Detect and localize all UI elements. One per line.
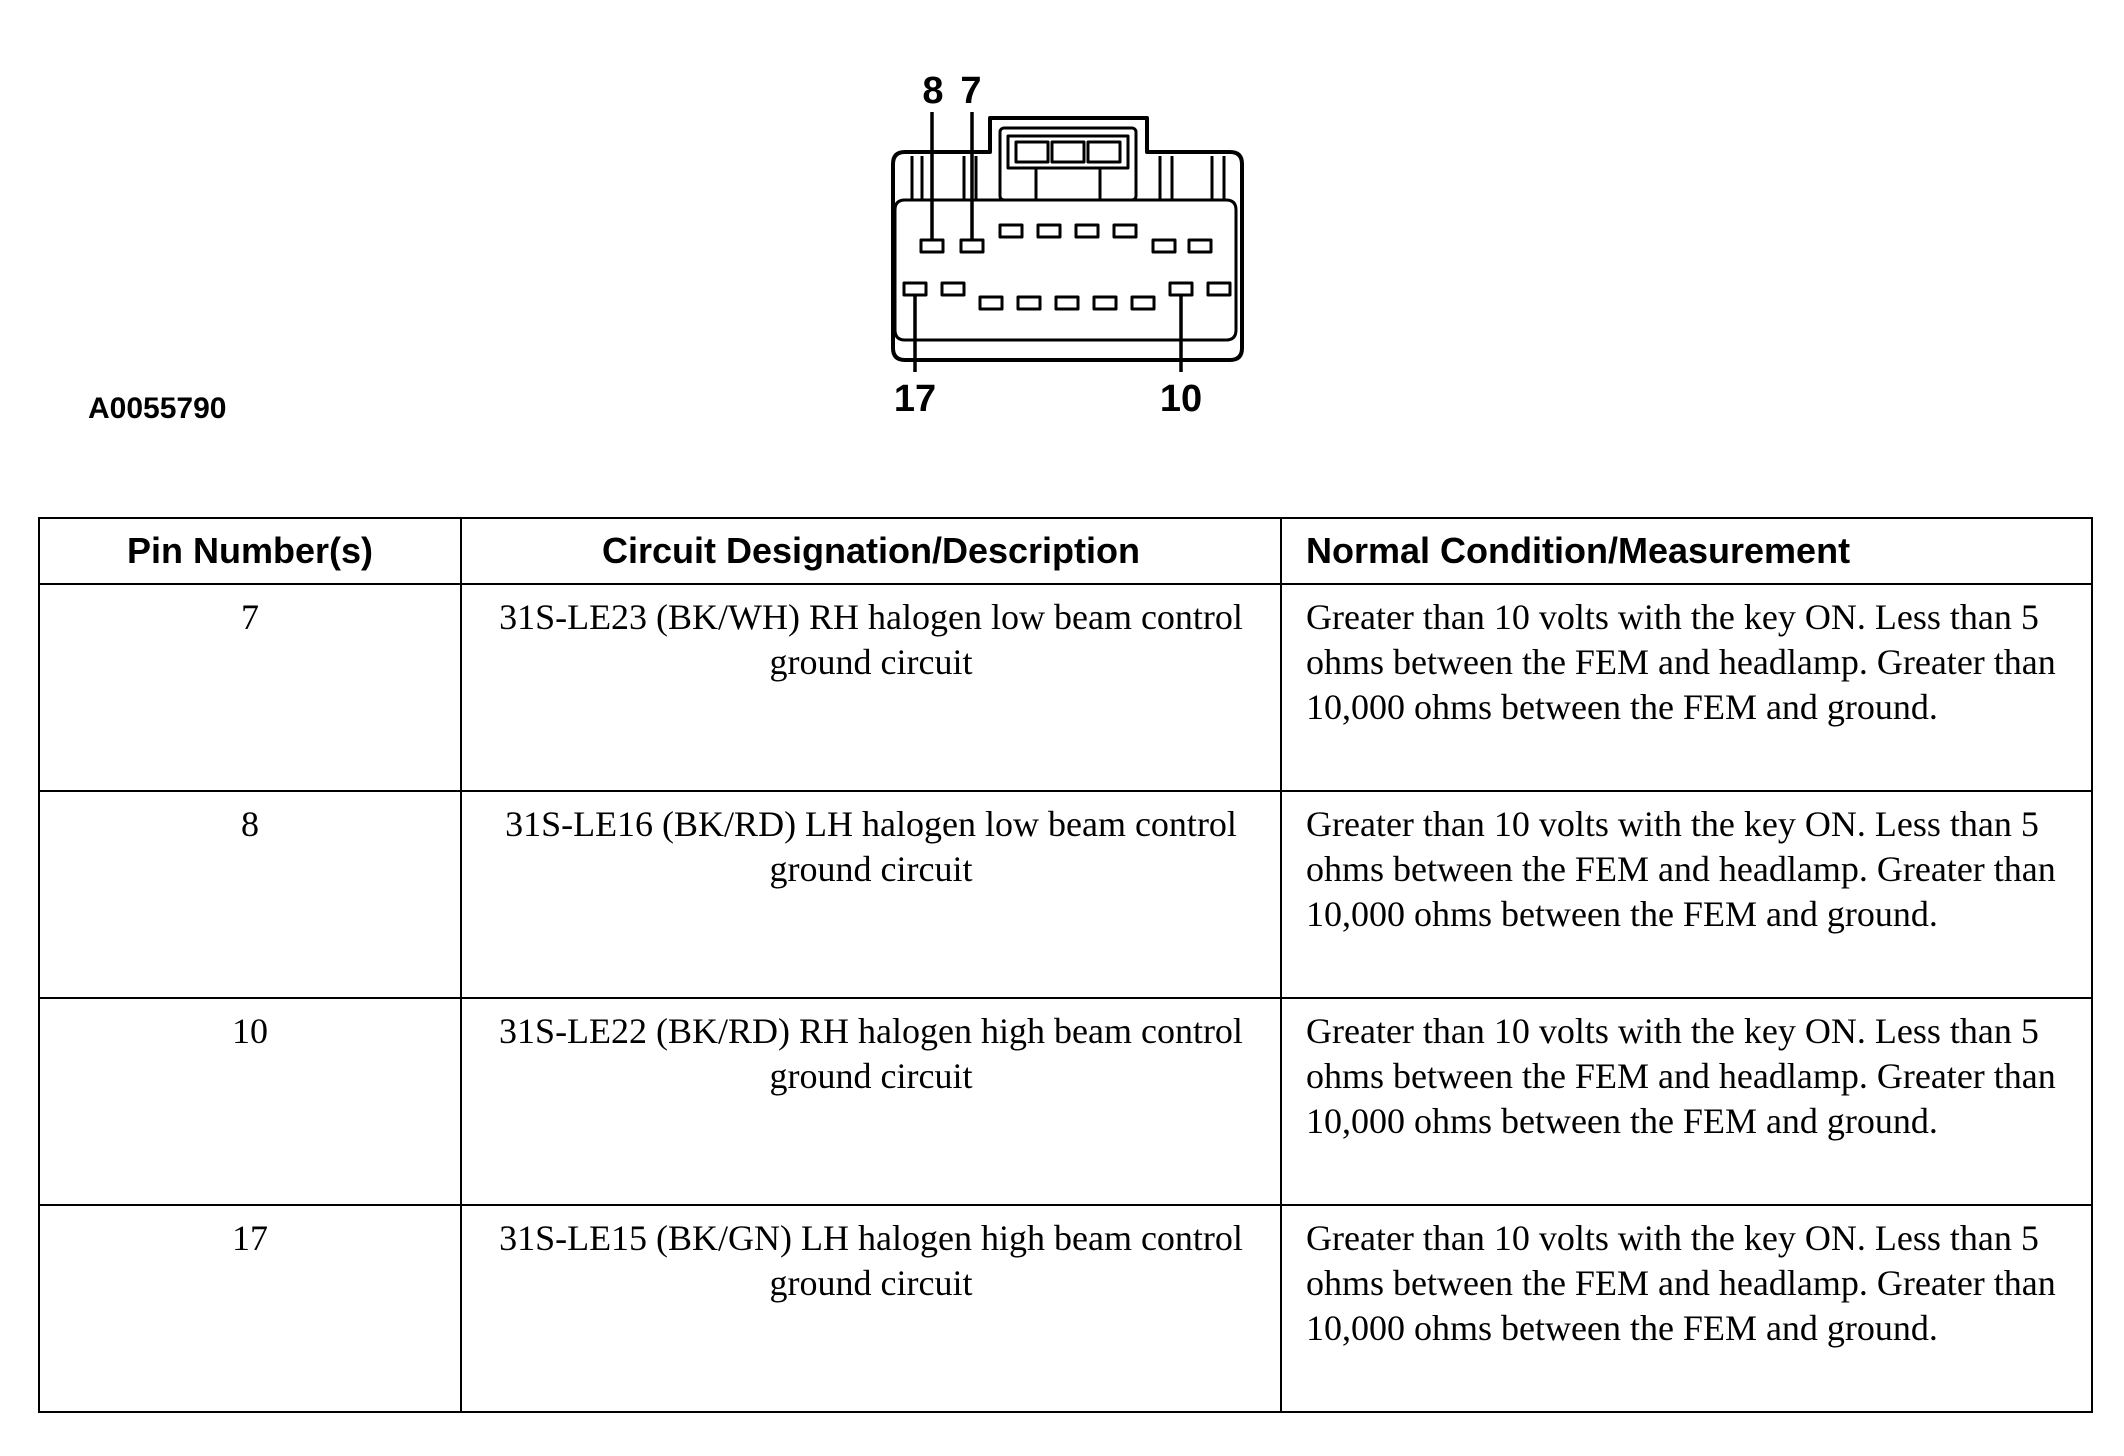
measurement-cell: Greater than 10 volts with the key ON. Less than 5 ohms between the FEM and headlamp. Greater than 10,000 ohms between the FEM and ground.	[1281, 584, 2092, 791]
measurement-cell: Greater than 10 volts with the key ON. Less than 5 ohms between the FEM and headlamp. Greater than 10,000 ohms between the FEM and ground.	[1281, 791, 2092, 998]
pin-number-cell: 17	[39, 1205, 461, 1412]
table-row	[39, 584, 2092, 791]
header-pin-numbers: Pin Number(s)	[39, 518, 461, 584]
circuit-cell: 31S-LE23 (BK/WH) RH halogen low beam control ground circuit	[461, 584, 1281, 791]
callout-pin-8: 8	[922, 70, 944, 112]
callout-pin-17: 17	[893, 378, 937, 420]
table-row	[39, 998, 2092, 1205]
callout-pin-7: 7	[960, 70, 982, 112]
circuit-cell: 31S-LE15 (BK/GN) LH halogen high beam control ground circuit	[461, 1205, 1281, 1412]
pin-table	[38, 517, 2093, 1413]
connector-diagram	[0, 0, 2124, 500]
pin-cavity-10	[1170, 283, 1192, 295]
circuit-cell: 31S-LE22 (BK/RD) RH halogen high beam control ground circuit	[461, 998, 1281, 1205]
pin-number-cell: 7	[39, 584, 461, 791]
measurement-cell: Greater than 10 volts with the key ON. Less than 5 ohms between the FEM and headlamp. Greater than 10,000 ohms between the FEM and ground.	[1281, 1205, 2092, 1412]
header-measurement: Normal Condition/Measurement	[1281, 518, 2092, 584]
connector-face-outline	[895, 200, 1236, 340]
table-header-row	[39, 518, 2092, 584]
pin-cavity-8	[921, 240, 943, 252]
pin-number-cell: 8	[39, 791, 461, 998]
callout-pin-10: 10	[1159, 378, 1203, 420]
latch-outer	[1000, 128, 1136, 200]
pin-cavity-17	[904, 283, 926, 295]
connector-face-drawing	[0, 0, 2124, 500]
measurement-cell: Greater than 10 volts with the key ON. Less than 5 ohms between the FEM and headlamp. Greater than 10,000 ohms between the FEM and ground.	[1281, 998, 2092, 1205]
header-circuit: Circuit Designation/Description	[461, 518, 1281, 584]
table-row	[39, 791, 2092, 998]
circuit-cell: 31S-LE16 (BK/RD) LH halogen low beam control ground circuit	[461, 791, 1281, 998]
table-row	[39, 1205, 2092, 1412]
figure-id: A0055790	[88, 392, 227, 425]
pin-number-cell: 10	[39, 998, 461, 1205]
pin-cavity-7	[961, 240, 983, 252]
